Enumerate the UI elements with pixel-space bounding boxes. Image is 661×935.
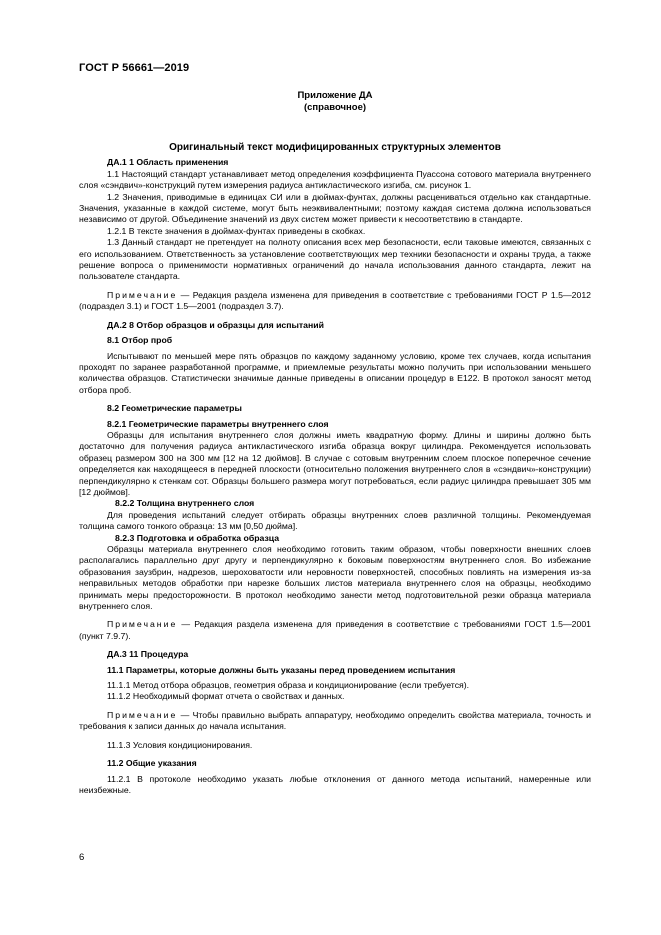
section-heading-da1: ДА.1 1 Область применения <box>107 157 229 168</box>
note-1 <box>79 290 591 313</box>
paragraph-1-2-1: 1.2.1 В тексте значения в дюймах-фунтах приведены в скобках. <box>107 225 366 236</box>
section-heading-da3: ДА.3 11 Процедура <box>107 649 189 660</box>
paragraph-11-2-1: 11.2.1 В протоколе необходимо указать любые отклонения от данного метода испытаний, намеренные или неизбежные. <box>79 773 591 795</box>
paragraph-11-1-1: 11.1.1 Метод отбора образцов, геометрия образа и кондиционирование (если требуется). <box>107 680 470 691</box>
page-content <box>79 90 591 796</box>
paragraph-1-1: 1.1 Настоящий стандарт устанавливает метод определения коэффициента Пуассона сотового материала внутреннего слоя «сэндвич»-конструкций путем измерения радиуса антикластического изгиба, см. рисунок 1. <box>79 168 591 191</box>
subheading-8-2: 8.2 Геометрические параметры <box>107 403 242 414</box>
subheading-8-2-1: 8.2.1 Геометрические параметры внутреннего слоя <box>107 418 329 429</box>
appendix-title: Приложение ДА <box>297 90 373 101</box>
paragraph-8-1: Испытывают по меньшей мере пять образцов по каждому заданному условию, кроме тех случаев, когда испытания проходят по заранее разработанной программе, и приемлемые результаты можно получить при использовании меньшего количества образцов. Статистически значимые данные приведены в описании процедур в E122. В протокол заносят метод отбора проб. <box>79 350 591 395</box>
subheading-8-1: 8.1 Отбор проб <box>107 335 173 346</box>
main-title: Оригинальный текст модифицированных структурных элементов <box>169 142 501 153</box>
document-code: ГОСТ Р 56661—2019 <box>79 62 190 74</box>
paragraph-8-2-3: Образцы материала внутреннего слоя необходимо готовить таким образом, чтобы поверхности внешних слоев располагались параллельно друг другу и перпендикулярно к боковым поверхностям внутреннего слоя. Во избежание образования заузбрин, надрезов, шероховатости или неровности поверхностей, способных повлиять на измерения из-за неправильных методов обработки при нарезке больших листов материала внутреннего слоя на образцы, необходимо принимать меры предосторожности. В протокол необходимо занести метод подготовительной резки образца материала внутреннего слоя. <box>79 544 591 612</box>
appendix-subtitle: (справочное) <box>303 102 367 113</box>
note-text: — Чтобы правильно выбрать аппаратуру, необходимо определить свойства материала, точность и требования к записи данных до начала испытания. <box>79 709 591 732</box>
note-text: — Редакция раздела изменена для приведения в соответствие с требованиями ГОСТ 1.5—2001 (пункт 7.9.7). <box>79 619 591 641</box>
subheading-11-2: 11.2 Общие указания <box>107 758 197 769</box>
paragraph-1-2: 1.2 Значения, приводимые в единицах СИ или в дюймах-фунтах, должны расцениваться отдельно как стандартные. Значения, указанные в каждой системе, могут быть неэквивалентными; поэтому каждая система должна использоваться независимо от другой. Объединение значений из двух систем может привести к несоответствию в стандарте. <box>79 191 591 225</box>
note-3 <box>79 710 591 733</box>
subheading-8-2-3: 8.2.3 Подготовка и обработка образца <box>115 532 280 543</box>
paragraph-8-2-1: Образцы для испытания внутреннего слоя должны иметь квадратную форму. Длины и ширины должно быть достаточно для получения радиуса антикластического изгиба образца вокруг цилиндра. Рекомендуется использовать образец размером 300 на 300 мм [12 на 12 дюймов]. В случае с сотовым внутренним слоем плоское поперечное сечение определяется как находящееся в передней плоскости (относительно положения внутреннего слоя в «сэндвич»-конструкции) перпендикулярно к стенкам сот. Образцы большего размера могут потребоваться, если радиус цилиндра превышает 305 мм [12 дюймов]. <box>79 429 591 497</box>
paragraph-1-3: 1.3 Данный стандарт не претендует на полноту описания всех мер безопасности, если таковые имеются, связанных с его использованием. Ответственность за установление соответствующих мер техники безопасности и охраны труда, а также решение вопроса о применимости нормативных ограничений до начала использования данного стандарта, лежит на пользователе стандарта. <box>79 237 591 282</box>
note-label: Примечание <box>107 709 178 720</box>
page-number: 6 <box>79 852 85 863</box>
subheading-11-1: 11.1 Параметры, которые должны быть указаны перед проведением испытания <box>107 664 456 675</box>
note-label: Примечание <box>107 289 178 300</box>
subheading-8-2-2: 8.2.2 Толщина внутреннего слоя <box>115 498 255 509</box>
paragraph-11-1-3: 11.1.3 Условия кондиционирования. <box>107 739 253 750</box>
note-label: Примечание <box>107 619 178 630</box>
section-heading-da2: ДА.2 8 Отбор образцов и образцы для испытаний <box>107 319 324 330</box>
note-2 <box>79 619 591 642</box>
paragraph-8-2-2: Для проведения испытаний следует отбирать образцы внутренних слоев различной толщины. Рекомендуемая толщина самого тонкого образца: 13 мм [0,50 дюйма]. <box>79 509 591 532</box>
note-text: — Редакция раздела изменена для приведения в соответствие с требованиями ГОСТ Р 1.5—2012 (подраздел 3.1) и ГОСТ 1.5—2001 (подраздел 3.7). <box>79 289 591 312</box>
paragraph-11-1-2: 11.1.2 Необходимый формат отчета о свойствах и данных. <box>107 691 345 702</box>
